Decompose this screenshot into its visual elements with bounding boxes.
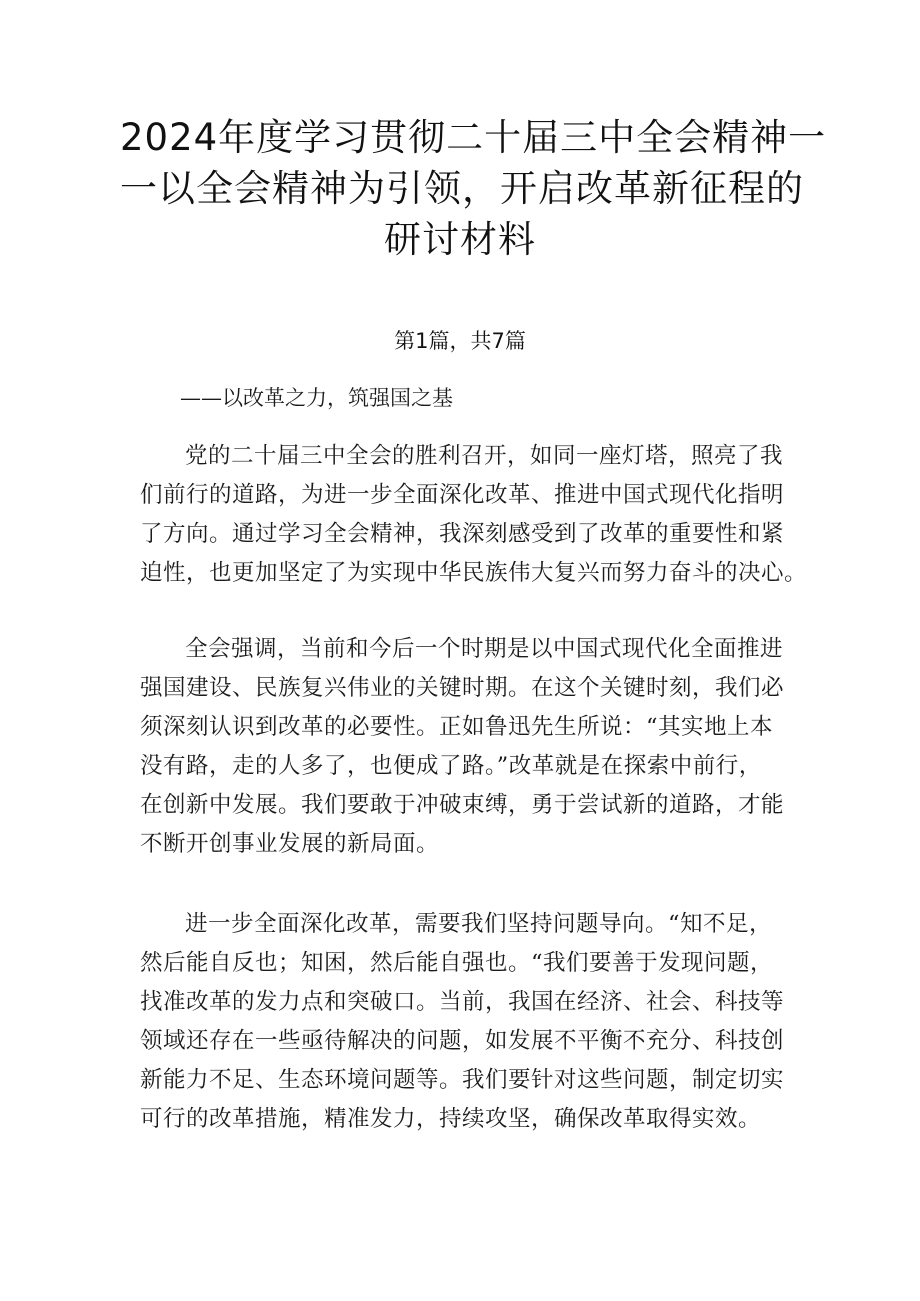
title-line: 一以全会精神为引领，开启改革新征程的 bbox=[120, 167, 804, 210]
paragraph-line: 找准改革的发力点和突破口。当前，我国在经济、社会、科技等 bbox=[140, 989, 785, 1015]
paragraph-1 bbox=[140, 437, 808, 593]
document-title bbox=[120, 112, 827, 265]
title-line: 研讨材料 bbox=[384, 218, 536, 261]
title-line: 2024年度学习贯彻二十届三中全会精神一 bbox=[120, 116, 827, 159]
paragraph-line: 没有路，走的人多了，也便成了路。”改革就是在探索中前行， bbox=[140, 753, 762, 779]
paragraph-line: 进一步全面深化改革，需要我们坚持问题导向。“知不足， bbox=[185, 911, 773, 937]
paragraph-line: 领域还存在一些亟待解决的问题，如发展不平衡不充分、科技创 bbox=[140, 1028, 785, 1054]
document-theme: ——以改革之力，筑强国之基 bbox=[180, 386, 453, 410]
paragraph-line: 了方向。通过学习全会精神，我深刻感受到了改革的重要性和紧 bbox=[140, 521, 785, 547]
paragraph-3 bbox=[140, 905, 800, 1139]
paragraph-line: 党的二十届三中全会的胜利召开，如同一座灯塔，照亮了我 bbox=[185, 443, 784, 469]
paragraph-line: 迫性，也更加坚定了为实现中华民族伟大复兴而努力奋斗的决心。 bbox=[140, 560, 808, 586]
paragraph-line: 新能力不足、生态环境问题等。我们要针对这些问题，制定切实 bbox=[140, 1067, 785, 1093]
paragraph-line: 全会强调，当前和今后一个时期是以中国式现代化全面推进 bbox=[185, 636, 784, 662]
paragraph-line: 在创新中发展。我们要敢于冲破束缚，勇于尝试新的道路，才能 bbox=[140, 792, 785, 818]
paragraph-line: 须深刻认识到改革的必要性。正如鲁迅先生所说：“其实地上本 bbox=[140, 714, 774, 740]
paragraph-line: 不断开创事业发展的新局面。 bbox=[140, 831, 440, 857]
document-subtitle: 第1篇，共7篇 bbox=[394, 329, 526, 353]
paragraph-2 bbox=[140, 630, 800, 864]
paragraph-line: 强国建设、民族复兴伟业的关键时期。在这个关键时刻，我们必 bbox=[140, 675, 785, 701]
paragraph-line: 然后能自反也；知困，然后能自强也。“我们要善于发现问题， bbox=[140, 950, 774, 976]
paragraph-line: 可行的改革措施，精准发力，持续攻坚，确保改革取得实效。 bbox=[140, 1106, 762, 1132]
paragraph-line: 们前行的道路，为进一步全面深化改革、推进中国式现代化指明 bbox=[140, 482, 785, 508]
